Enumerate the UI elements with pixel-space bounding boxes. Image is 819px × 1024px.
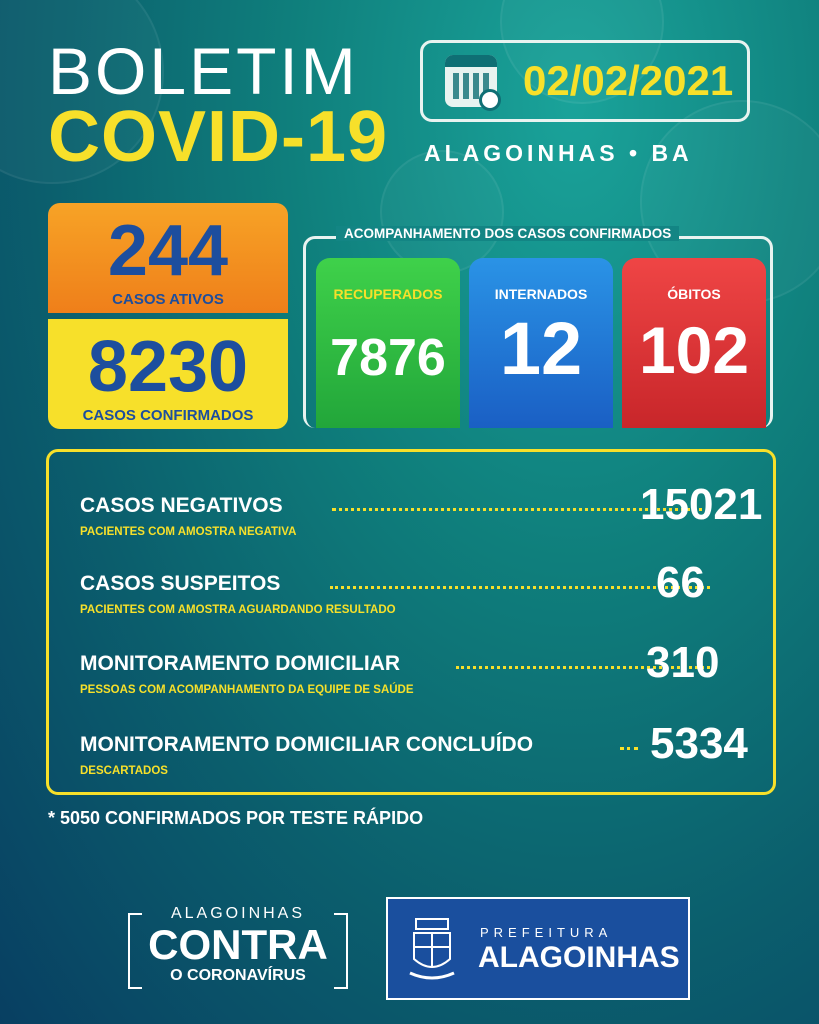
confirmed-cases-card [48, 319, 288, 429]
deaths-value: 102 [638, 313, 750, 387]
bulletin-date: 02/02/2021 [523, 57, 734, 104]
dotted-leader [620, 747, 638, 750]
hospitalized-label: INTERNADOS [494, 286, 588, 302]
detail-row [80, 558, 770, 642]
recovered-value: 7876 [330, 329, 446, 387]
detail-label: MONITORAMENTO DOMICILIAR [80, 652, 401, 675]
detail-value: 15021 [640, 480, 763, 529]
prefeitura-line1: PREFEITURA [480, 925, 613, 940]
confirmed-cases-label: CASOS CONFIRMADOS [82, 407, 254, 424]
detail-sub: PACIENTES COM AMOSTRA AGUARDANDO RESULTADO [80, 604, 396, 616]
campaign-logo [128, 905, 348, 987]
detail-value: 5334 [650, 719, 748, 768]
detail-value: 310 [646, 638, 720, 687]
active-cases-value: 244 [107, 211, 229, 291]
detail-value: 66 [656, 558, 705, 607]
campaign-line1: ALAGOINHAS [170, 905, 306, 922]
detail-label: CASOS SUSPEITOS [80, 572, 281, 595]
title-line1: BOLETIM [48, 34, 359, 108]
recovered-card [316, 258, 460, 428]
deaths-card [622, 258, 766, 428]
detail-sub: PACIENTES COM AMOSTRA NEGATIVA [80, 526, 297, 538]
active-cases-label: CASOS ATIVOS [112, 291, 224, 308]
deaths-label: ÓBITOS [667, 286, 721, 302]
hospitalized-card [469, 258, 613, 428]
active-cases-card [48, 203, 288, 313]
title-line2: COVID-19 [48, 97, 389, 177]
rapid-test-note: * 5050 CONFIRMADOS POR TESTE RÁPIDO [48, 808, 424, 828]
tracking-title: ACOMPANHAMENTO DOS CASOS CONFIRMADOS [336, 226, 679, 241]
campaign-line3: O CORONAVÍRUS [170, 967, 306, 984]
confirmed-cases-value: 8230 [87, 327, 249, 407]
detail-label: CASOS NEGATIVOS [80, 494, 283, 517]
recovered-label: RECUPERADOS [333, 286, 443, 302]
prefeitura-line2: ALAGOINHAS [478, 941, 680, 974]
campaign-line2: CONTRA [148, 921, 328, 968]
location-label: ALAGOINHAS • BA [424, 140, 693, 166]
detail-sub: PESSOAS COM ACOMPANHAMENTO DA EQUIPE DE SAÚDE [80, 684, 414, 696]
detail-row [80, 638, 770, 722]
dotted-leader [330, 586, 710, 589]
hospitalized-value: 12 [499, 307, 583, 390]
calendar-clock-icon [445, 55, 497, 107]
detail-row [80, 480, 770, 564]
detail-row [80, 719, 770, 803]
date-box [420, 40, 750, 122]
detail-label: MONITORAMENTO DOMICILIAR CONCLUÍDO [80, 733, 534, 756]
prefeitura-logo [386, 897, 690, 1000]
city-crest-icon [408, 915, 456, 985]
detail-sub: DESCARTADOS [80, 765, 168, 777]
